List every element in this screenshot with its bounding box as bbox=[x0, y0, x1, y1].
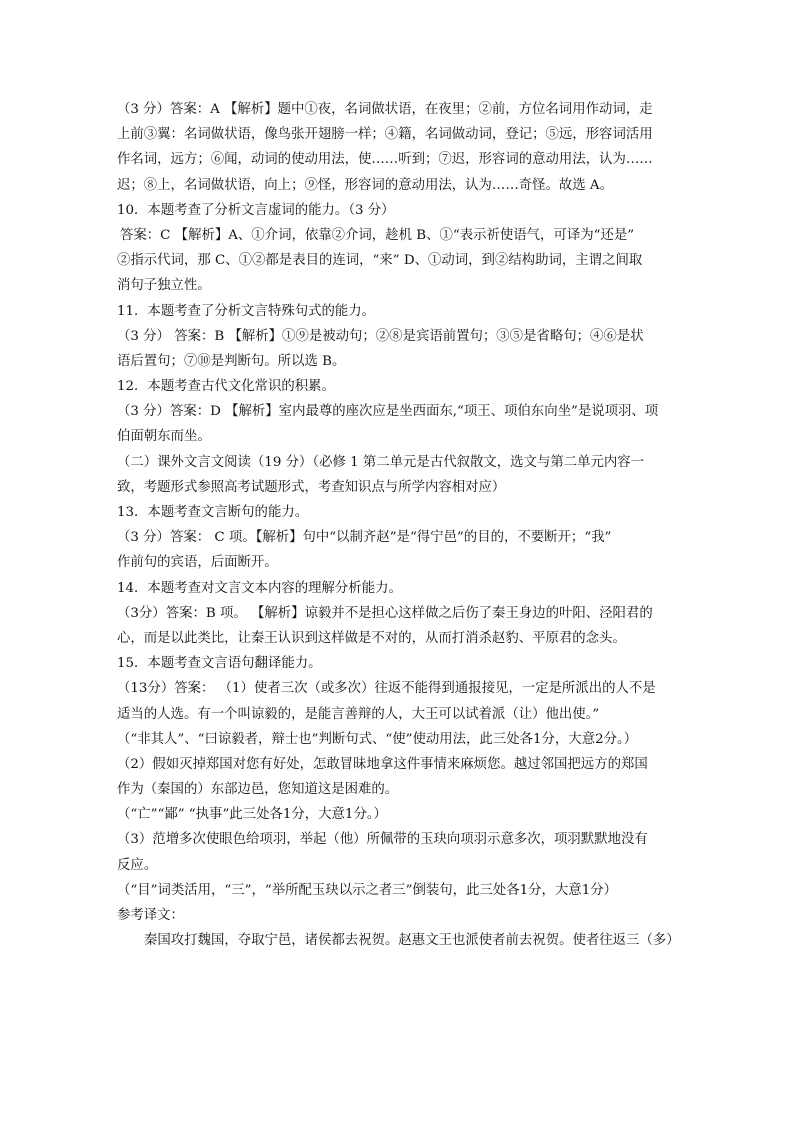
text-line: （“亡”“鄙” “执事”此三处各1分，大意1分。） bbox=[117, 807, 387, 823]
text-line: 迟；⑧上，名词做状语，向上；⑨怪，形容词的意动用法，认为……奇怪。故选 A。 bbox=[117, 177, 613, 193]
text-line: 适当的人选。有一个叫谅毅的，是能言善辩的人，大王可以试着派（让）他出使。” bbox=[117, 706, 600, 722]
text-line: 作名词，远方；⑥闻，动词的使动用法，使……听到；⑦迟，形容词的意动用法，认为…… bbox=[117, 152, 653, 168]
text-line: 秦国攻打魏国，夺取宁邑，诸侯都去祝贺。赵惠文王也派使者前去祝贺。使者往返三（多） bbox=[144, 933, 680, 949]
text-line: （3 分）答案：A 【解析】题中①夜，名词做状语，在夜里；②前，方位名词用作动词，走 bbox=[117, 102, 653, 117]
text-line: （“非其人”、“曰谅毅者，辩士也”判断句式、“使”使动用法，此三处各1分，大意2分。） bbox=[117, 731, 638, 747]
section-heading: （二）课外文言文阅读（19 分）（必修 1 第二单元是古代叙散文，选文与第二单元内容一 bbox=[117, 454, 645, 470]
text-line: （3 分）答案： C 项。【解析】句中“以制齐赵”是“得宁邑”的目的，不要断开；“我” bbox=[117, 530, 612, 546]
question-heading: 11．本题考查了分析文言特殊句式的能力。 bbox=[117, 303, 376, 319]
text-line: 上前③翼：名词做状语，像鸟张开翅膀一样；④籍，名词做动词，登记；⑤远，形容词活用 bbox=[117, 127, 653, 143]
translation-heading: 参考译文： bbox=[117, 908, 184, 923]
text-line: 伯面朝东而坐。 bbox=[117, 429, 211, 445]
question-heading: 14．本题考查对文言文本内容的理解分析能力。 bbox=[117, 580, 402, 596]
text-line: （3分）答案：B 项。 【解析】谅毅并不是担心这样做之后伤了秦王身边的叶阳、泾阳君的 bbox=[117, 605, 653, 621]
text-line: （3 分） 答案：B 【解析】①⑨是被动句；②⑧是宾语前置句；③⑤是省略句；④⑥是状 bbox=[117, 328, 644, 344]
text-line: （13分）答案： （1）使者三次（或多次）往返不能得到通报接见，一定是所派出的人不是 bbox=[117, 681, 656, 697]
text-line: （3 分）答案：D 【解析】室内最尊的座次应是坐西面东,“项王、项伯东向坐”是说项羽、项 bbox=[117, 404, 659, 420]
text-line: 语后置句；⑦⑩是判断句。所以选 B。 bbox=[117, 353, 346, 369]
text-line: 作为（秦国的）东部边邑，您知道这是困难的。 bbox=[117, 782, 399, 798]
question-heading: 10．本题考查了分析文言虚词的能力。（3 分） bbox=[117, 202, 395, 218]
text-line: （3）范增多次使眼色给项羽，举起（他）所佩带的玉玦向项羽示意多次，项羽默默地没有 bbox=[117, 832, 648, 848]
text-line: 反应。 bbox=[117, 857, 158, 873]
text-line: 作前句的宾语，后面断开。 bbox=[117, 555, 278, 571]
text-line: 答案：C 【解析】A、①介词，依靠②介词，趁机 B、①“表示祈使语气，可译为“还是” bbox=[120, 227, 635, 243]
text-line: 心，而是以此类比，让秦王认识到这样做是不对的，从而打消杀赵豹、平原君的念头。 bbox=[117, 630, 626, 646]
text-line: （“目”词类活用，“三”，“举所配玉玦以示之者三”倒装句，此三处各1分，大意1分） bbox=[117, 882, 618, 898]
question-heading: 12．本题考查古代文化常识的积累。 bbox=[117, 379, 335, 395]
question-heading: 15．本题考查文言语句翻译能力。 bbox=[117, 656, 322, 672]
text-line: （2）假如灭掉郑国对您有好处，怎敢冒昧地拿这件事情来麻烦您。越过邻国把远方的郑国 bbox=[117, 756, 648, 772]
question-heading: 13．本题考查文言断句的能力。 bbox=[117, 505, 309, 520]
document-body bbox=[117, 97, 679, 953]
text-line: 消句子独立性。 bbox=[117, 278, 211, 294]
text-line: ②指示代词，那 C、①②都是表目的连词，“来” D、①动词，到②结构助词，主谓之间取 bbox=[117, 253, 643, 269]
text-line: 致，考题形式参照高考试题形式，考查知识点与所学内容相对应） bbox=[117, 479, 506, 495]
